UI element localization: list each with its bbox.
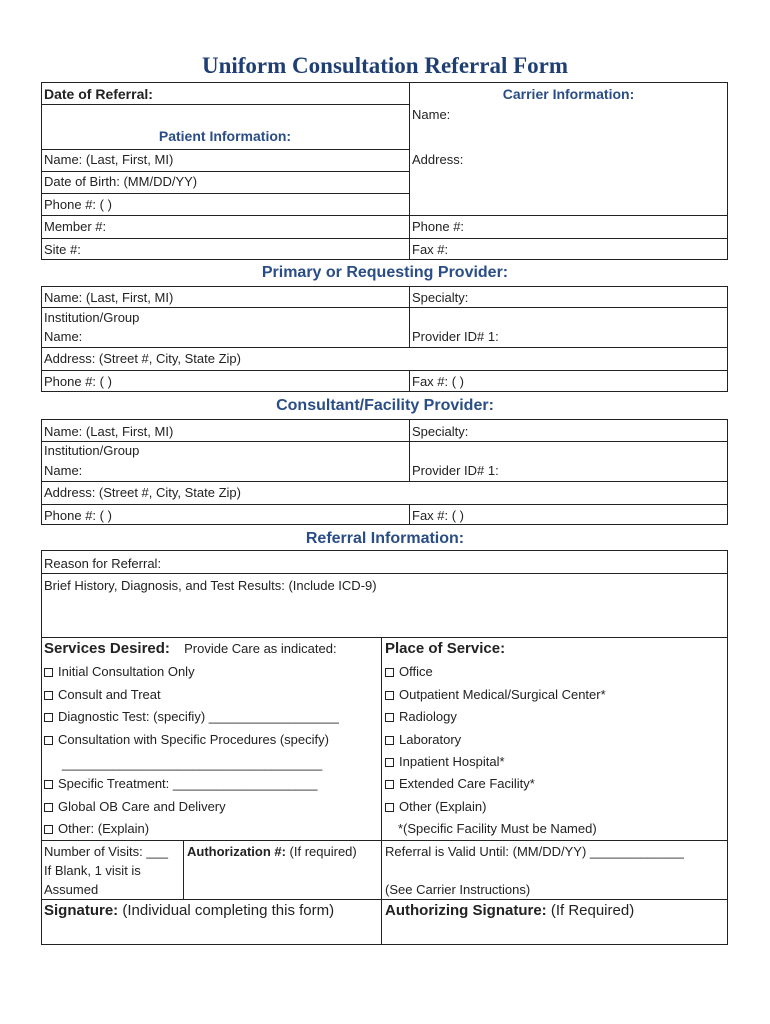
service-option-other[interactable] [44,821,149,837]
service-option-treatment[interactable] [44,776,317,792]
carrier-fax-field[interactable]: Fax #: [412,242,449,257]
patient-site-field[interactable]: Site #: [44,242,81,257]
signature-label: Signature: [44,902,119,919]
patient-phone-field[interactable]: Phone #: ( ) [44,197,112,212]
services-desired-heading [44,640,337,658]
patient-dob-field[interactable]: Date of Birth: (MM/DD/YY) [44,174,198,189]
valid-until-field[interactable]: Referral is Valid Until: (MM/DD/YY) _____________ [385,844,684,859]
service-option-label: Initial Consultation Only [58,664,195,679]
authorizing-signature-label: Authorizing Signature: [385,902,547,919]
primary-fax-field[interactable]: Fax #: ( ) [412,374,465,389]
checkbox-icon[interactable] [385,758,394,767]
checkbox-icon[interactable] [44,691,53,700]
carrier-info-heading: Carrier Information: [502,86,635,102]
place-option-label: Inpatient Hospital* [399,754,505,769]
consultant-institution-label: Institution/Group [44,443,140,458]
checkbox-icon[interactable] [385,780,394,789]
procedures-blank-line[interactable]: ____________________________________ [62,756,323,771]
service-option-diagnostic[interactable] [44,709,339,725]
primary-name-field[interactable]: Name: (Last, First, MI) [44,290,174,305]
primary-specialty-field[interactable]: Specialty: [412,290,469,305]
place-option-label: Office [399,664,433,679]
primary-provider-heading: Primary or Requesting Provider: [261,264,509,281]
carrier-instructions-note: (See Carrier Instructions) [385,882,531,897]
service-option-label: Consultation with Specific Procedures (specify) [58,732,329,747]
service-option-procedures[interactable] [44,732,329,748]
place-option-laboratory[interactable] [385,732,461,748]
consultant-provider-heading: Consultant/Facility Provider: [276,397,494,414]
service-option-label: Specific Treatment: ____________________ [58,776,318,791]
place-option-label: Laboratory [399,732,462,747]
patient-name-field[interactable]: Name: (Last, First, MI) [44,152,174,167]
referral-info-heading: Referral Information: [305,530,465,547]
service-option-label: Global OB Care and Delivery [58,799,226,814]
service-option-label: Other: (Explain) [58,821,150,836]
reason-for-referral-field[interactable]: Reason for Referral: [44,556,162,571]
place-option-radiology[interactable] [385,709,457,725]
checkbox-icon[interactable] [385,691,394,700]
checkbox-icon[interactable] [385,713,394,722]
place-option-label: Extended Care Facility* [399,776,535,791]
place-option-inpatient[interactable] [385,754,505,770]
service-option-label: Diagnostic Test: (specifiy) __________________ [58,709,339,724]
primary-institution-name-field[interactable]: Name: [44,329,83,344]
checkbox-icon[interactable] [44,780,53,789]
service-option-initial[interactable] [44,664,195,680]
place-option-extended-care[interactable] [385,776,535,792]
carrier-name-field[interactable]: Name: [412,107,451,122]
consultant-provider-id-field[interactable]: Provider ID# 1: [412,463,499,478]
consultant-fax-field[interactable]: Fax #: ( ) [412,508,465,523]
consultant-institution-name-field[interactable]: Name: [44,463,83,478]
consultant-specialty-field[interactable]: Specialty: [412,424,469,439]
checkbox-icon[interactable] [44,803,53,812]
patient-info-heading: Patient Information: [158,128,292,144]
patient-member-field[interactable]: Member #: [44,219,107,234]
consultant-address-field[interactable]: Address: (Street #, City, State Zip) [44,485,241,500]
primary-address-field[interactable]: Address: (Street #, City, State Zip) [44,351,241,366]
service-option-label: Consult and Treat [58,687,161,702]
authorization-note: (If required) [285,844,357,859]
services-heading-text: Services Desired: [44,640,170,657]
consultant-phone-field[interactable]: Phone #: ( ) [44,508,112,523]
history-field[interactable]: Brief History, Diagnosis, and Test Results: (Include ICD-9) [44,578,377,593]
place-option-label: Radiology [399,709,457,724]
service-option-consult-treat[interactable] [44,687,161,703]
authorizing-signature-field[interactable] [385,902,634,920]
place-facility-note: *(Specific Facility Must be Named) [398,821,597,836]
visits-note-line2: Assumed [44,882,99,897]
place-option-outpatient[interactable] [385,687,606,703]
consultant-name-field[interactable]: Name: (Last, First, MI) [44,424,174,439]
service-option-global-ob[interactable] [44,799,226,815]
carrier-address-field[interactable]: Address: [412,152,464,167]
number-of-visits-field[interactable]: Number of Visits: ___ [44,844,169,859]
date-of-referral-label: Date of Referral: [44,86,153,102]
place-option-label: Outpatient Medical/Surgical Center* [399,687,606,702]
primary-phone-field[interactable]: Phone #: ( ) [44,374,112,389]
checkbox-icon[interactable] [44,713,53,722]
signature-field[interactable] [44,902,334,920]
checkbox-icon[interactable] [44,825,53,834]
primary-institution-label: Institution/Group [44,310,140,325]
authorization-number-field[interactable] [187,844,357,860]
primary-provider-id-field[interactable]: Provider ID# 1: [412,329,499,344]
checkbox-icon[interactable] [44,736,53,745]
place-of-service-heading: Place of Service: [385,640,506,657]
place-option-office[interactable] [385,664,433,680]
place-option-label: Other (Explain) [399,799,487,814]
checkbox-icon[interactable] [385,668,394,677]
place-option-other[interactable] [385,799,486,815]
authorizing-signature-note: (If Required) [546,902,635,919]
carrier-phone-field[interactable]: Phone #: [412,219,465,234]
services-subheading: Provide Care as indicated: [184,641,337,656]
form-title: Uniform Consultation Referral Form [201,53,568,78]
checkbox-icon[interactable] [44,668,53,677]
checkbox-icon[interactable] [385,736,394,745]
visits-note-line1: If Blank, 1 visit is [44,863,141,878]
authorization-label: Authorization #: [187,844,286,859]
signature-note: (Individual completing this form) [118,902,335,919]
checkbox-icon[interactable] [385,803,394,812]
